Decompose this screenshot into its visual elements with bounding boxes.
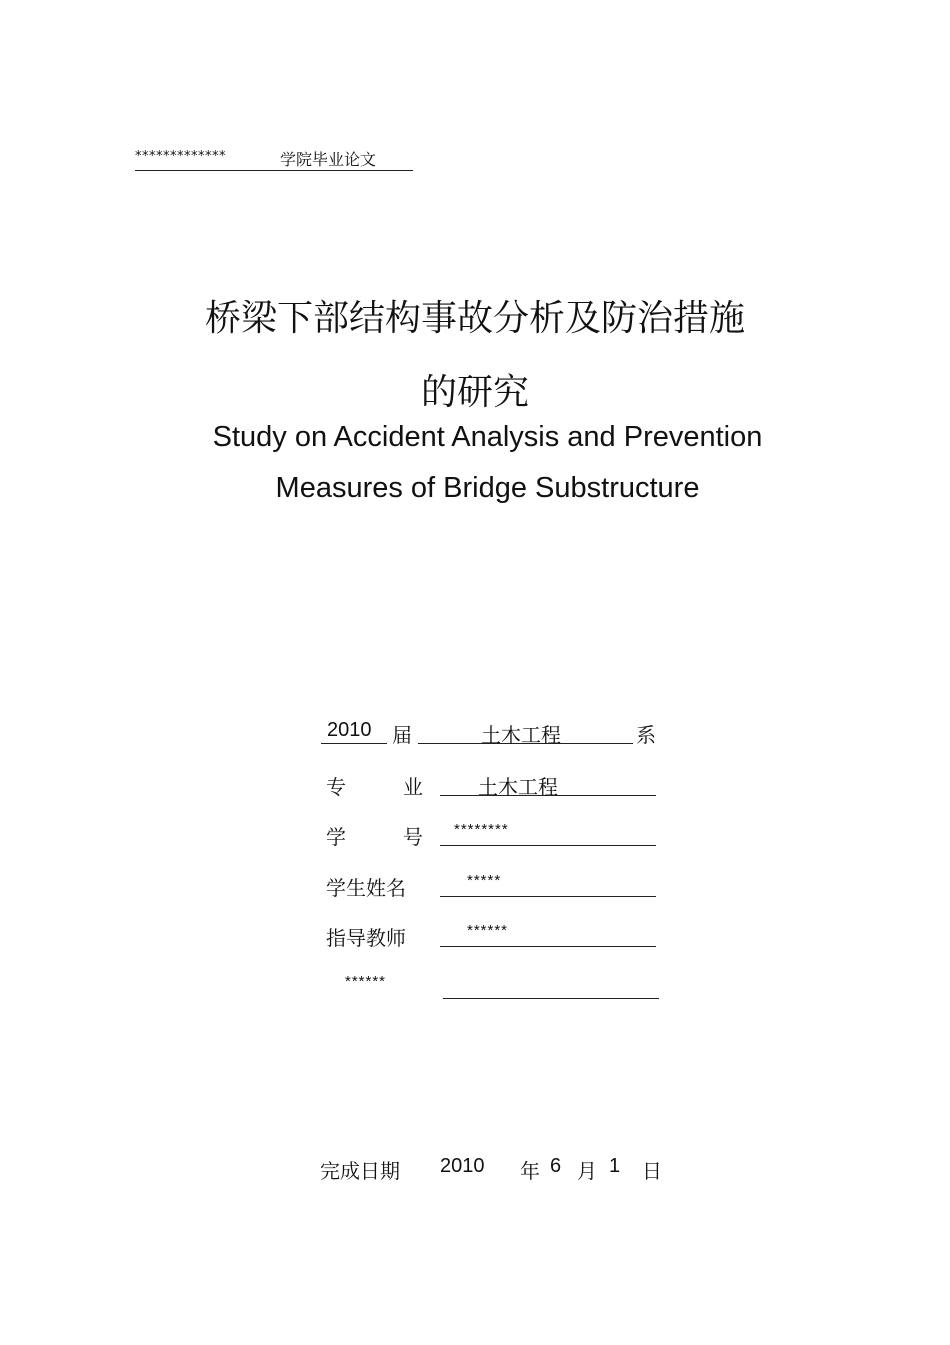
title-en-line2: Measures of Bridge Substructure: [275, 472, 700, 504]
completion-day-unit: 日: [642, 1159, 662, 1183]
completion-year: 2010: [440, 1155, 485, 1177]
department-suffix: 系: [636, 723, 656, 747]
advisor-underline: [440, 946, 656, 947]
school-name-mask: *************: [135, 149, 226, 164]
advisor-value: ******: [467, 922, 509, 939]
student-name-value: *****: [467, 872, 502, 889]
major-label-1: 专: [326, 775, 346, 799]
student-id-label-2: 号: [403, 825, 423, 849]
title-cn-line2: 的研究: [420, 372, 529, 413]
completion-label: 完成日期: [320, 1159, 400, 1183]
header-line: [135, 147, 413, 171]
completion-day: 1: [609, 1155, 621, 1177]
completion-month-unit: 月: [577, 1159, 597, 1183]
completion-month: 6: [550, 1155, 562, 1177]
completion-year-unit: 年: [520, 1159, 540, 1183]
extra-label: ******: [345, 973, 387, 990]
student-id-label-1: 学: [326, 825, 346, 849]
extra-underline: [443, 998, 659, 999]
student-name-label: 学生姓名: [326, 876, 406, 900]
graduation-year: 2010: [327, 719, 372, 741]
year-suffix: 届: [392, 723, 412, 747]
student-id-value: ********: [454, 821, 509, 838]
thesis-label: 学院毕业论文: [280, 150, 377, 169]
title-cn-line1: 桥梁下部结构事故分析及防治措施: [204, 298, 745, 339]
title-en-line1: Study on Accident Analysis and Prevention: [212, 421, 763, 453]
student-id-underline: [440, 845, 656, 846]
major-label-2: 业: [403, 775, 423, 799]
major-value: 土木工程: [478, 775, 558, 799]
student-name-underline: [440, 896, 656, 897]
department-value: 土木工程: [481, 723, 561, 747]
advisor-label: 指导教师: [326, 926, 406, 950]
